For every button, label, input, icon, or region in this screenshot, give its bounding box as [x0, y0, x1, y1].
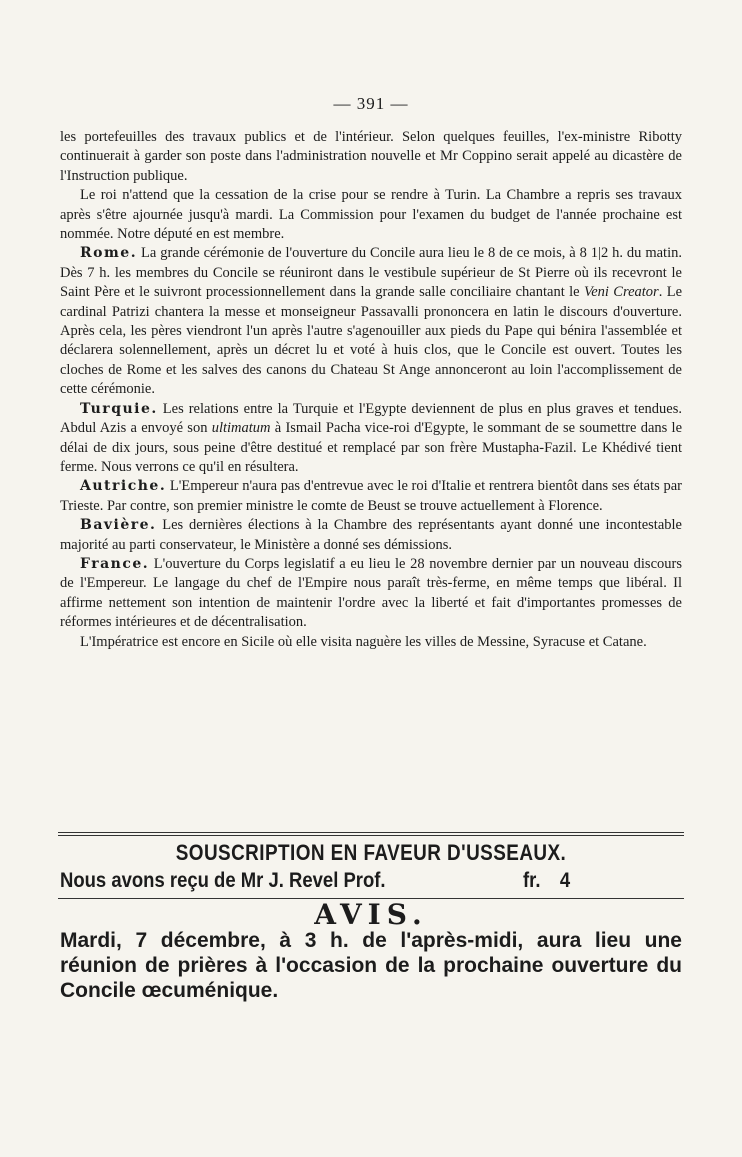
section-heading-baviere: Bavière.	[80, 517, 157, 534]
paragraph-autriche	[60, 477, 682, 516]
paragraph-france	[60, 555, 682, 633]
paragraph-text: les portefeuilles des travaux publics et de l'intérieur. Selon quelques feuilles, l'ex-ministre Ribotty continuerait à garder son poste dans l'administration nouvelle et Mr Coppino serait appelé au dicastère de l'Instruction publique.	[60, 129, 682, 184]
avis-text: Mardi, 7 décembre, à 3 h. de l'après-midi, aura lieu une réunion de prières à l'occasion de la prochaine ouverture du Concile œcuménique.	[60, 929, 682, 1002]
section-heading-turquie: Turquie.	[80, 400, 158, 417]
news-column	[60, 128, 682, 652]
section-heading-france: France.	[80, 555, 150, 572]
paragraph-text: Les dernières élections à la Chambre des représentants ayant donné une incontestable majorité au parti conservateur, le Ministère a donné ses démissions.	[60, 517, 682, 553]
subscription-currency: fr.	[523, 869, 541, 892]
section-heading-autriche: Autriche.	[80, 478, 167, 495]
divider-double	[58, 832, 684, 836]
paragraph-baviere	[60, 516, 682, 555]
paragraph-text: L'Empereur n'aura pas d'entrevue avec le roi d'Italie et rentrera bientôt dans ses états par Trieste. Par contre, son premier ministre le comte de Beust se trouve actuellement à Florence.	[60, 478, 682, 514]
section-heading-rome: Rome.	[80, 245, 138, 262]
paragraph-text-tail: . Le cardinal Patrizi chantera la messe et monseigneur Passavalli prononcera en latin le discours d'ouverture. Après cela, les pères viendront l'un après l'autre s'agenouiller aux pieds du Pape qui bénira l'assemblée et déclarera solennellement, après un décret lu et voté à huis clos, que le Concile est ouvert. Toutes les cloches de Rome et les salves des canons du Chateau St Ange annonceront au loin l'accomplissement de cette cérémonie.	[60, 284, 682, 398]
avis-title: AVIS.	[314, 898, 428, 931]
page-number: — 391 —	[333, 94, 409, 113]
paragraph-text-tail: à Ismail Pacha vice-roi d'Egypte, le sommant de se soumettre dans le délai de dix jours, sous peine d'être destitué et remplacé par son frère Mustapha-Fazil. Le Khédivé tient ferme. Nous verrons ce qu'il en résultera.	[60, 420, 682, 475]
paragraph-text: Les relations entre la Turquie et l'Egypte deviennent de plus en plus graves et tendues. Abdul Azis a envoyé son	[60, 400, 682, 437]
paragraph-italic: Veni Creator	[583, 284, 659, 301]
paragraph-imperatrice	[60, 633, 682, 652]
subscription-amount	[523, 869, 570, 893]
paragraph-text: L'Impératrice est encore en Sicile où elle visita naguère les villes de Messine, Syracuse et Catane.	[80, 633, 647, 650]
paragraph-text: Le roi n'attend que la cessation de la crise pour se rendre à Turin. La Chambre a repris ses travaux après s'être ajournée jusqu'à mardi. La Commission pour l'examen du budget de l'année prochaine est nommée. Notre député en est membre.	[60, 187, 682, 243]
paragraph-portfolios	[60, 128, 682, 186]
paragraph-turquie	[60, 400, 682, 478]
subscription-value: 4	[559, 869, 571, 892]
paragraph-italic: ultimatum	[211, 420, 271, 437]
paragraph-rome	[60, 244, 682, 399]
paragraph-text: La grande cérémonie de l'ouverture du Concile aura lieu le 8 de ce mois, à 8 1|2 h. du matin. Dès 7 h. les membres du Concile se réuniront dans le vestibule supérieur de St Pierre où ils recevront le Saint Père et le suivront processionnellement dans la grande salle conciliaire chantant le	[60, 245, 682, 301]
subscription-title: SOUSCRIPTION EN FAVEUR D'USSEAUX.	[175, 840, 567, 865]
subscription-line: Nous avons reçu de Mr J. Revel Prof.	[60, 869, 386, 892]
paragraph-turin	[60, 186, 682, 244]
paragraph-text: L'ouverture du Corps legislatif a eu lieu le 28 novembre dernier par un nouveau discours de l'Empereur. Le langage du chef de l'Empire nous paraît très-ferme, en même temps que libéral. Il affirme nettement son intention de maintenir l'ordre avec la liberté et fait d'importantes promesses de réformes intérieures et de décentralisation.	[60, 555, 682, 631]
